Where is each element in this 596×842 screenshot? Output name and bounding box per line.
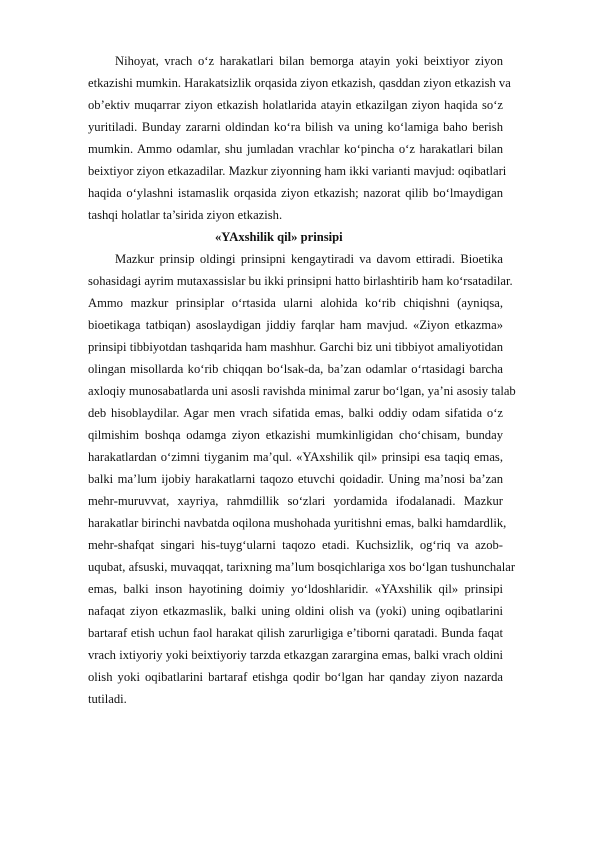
paragraph-2-line: axloqiy munosabatlarda uni asosli ravishda minimal zarur bo‘lgan, ya’ni asosiy talab [88,384,516,398]
paragraph-2-line: nafaqat ziyon etkazmaslik, balki uning oldini olish va (yoki) uning oqibatlarini [88,604,503,618]
paragraph-1-line: beixtiyor ziyon etkazadilar. Mazkur ziyonning ham ikki varianti mavjud: oqibatlari [88,164,507,178]
paragraph-2-line: bartaraf etish uchun faol harakat qilish zarurligiga e’tiborni qaratadi. Bunda faqat [88,626,503,640]
paragraph-2-line: mehr-muruvvat, xayriya, rahmdillik so‘zlari yordamida ifodalanadi. Mazkur [88,494,503,508]
paragraph-2-line: prinsipi tibbiyotdan tashqarida ham mashhur. Garchi biz uni tibbiyot amaliyotidan [88,340,503,354]
paragraph-2-line: harakatlar birinchi navbatda oqilona mushohada yuritishni emas, balki hamdardlik, [88,516,507,530]
paragraph-2-line: mehr-shafqat singari his-tuyg‘ularni taqozo etadi. Kuchsizlik, og‘riq va azob- [88,538,503,552]
paragraph-2-line: vrach ixtiyoriy yoki beixtiyoriy tarzda etkazgan zarargina emas, balki vrach oldini [88,648,503,662]
paragraph-2-line: uqubat, afsuski, muvaqqat, tarixning ma’lum bosqichlariga xos bo‘lgan tushunchalar [88,560,516,574]
paragraph-1-line: tashqi holatlar ta’sirida ziyon etkazish. [88,208,283,222]
paragraph-1-line: ob’ektiv muqarrar ziyon etkazish holatlarida atayin etkazilgan ziyon haqida so‘z [88,98,503,112]
paragraph-2-line: bioetikaga tatbiqan) asoslaydigan jiddiy farqlar ham mavjud. «Ziyon etkazma» [88,318,503,332]
paragraph-1-line: haqida o‘ylashni istamaslik orqasida ziyon etkazish; nazorat qilib bo‘lmaydigan [88,186,503,200]
paragraph-2-line: tutiladi. [88,692,127,706]
paragraph-2-line: emas, balki inson hayotining doimiy yo‘ldoshlaridir. «YAxshilik qil» prinsipi [88,582,503,596]
paragraph-2-line: balki ma’lum ijobiy harakatlarni taqozo etuvchi qoidadir. Uning ma’nosi ba’zan [88,472,503,486]
paragraph-2-line: Ammo mazkur prinsiplar o‘rtasida ularni alohida ko‘rib chiqishni (ayniqsa, [88,296,503,310]
paragraph-2-line: harakatlardan o‘zimni tiyganim ma’qul. «YAxshilik qil» prinsipi esa taqiq emas, [88,450,503,464]
paragraph-1-line: Nihoyat, vrach o‘z harakatlari bilan bemorga atayin yoki beixtiyor ziyon [115,54,503,68]
paragraph-1-line: mumkin. Ammo odamlar, shu jumladan vrachlar ko‘pincha o‘z harakatlari bilan [88,142,503,156]
paragraph-1-line: yuritiladi. Bunday zararni oldindan ko‘ra bilish va uning ko‘lamiga baho berish [88,120,503,134]
paragraph-2-line: olingan misollarda ko‘rib chiqqan bo‘lsak-da, ba’zan odamlar o‘rtasidagi barcha [88,362,503,376]
paragraph-2-line: qilmishim boshqa odamga ziyon etkazishi mumkinligidan cho‘chisam, bunday [88,428,503,442]
paragraph-2-line: Mazkur prinsip oldingi prinsipni kengaytiradi va davom ettiradi. Bioetika [115,252,503,266]
paragraph-2-line: olish yoki oqibatlarini bartaraf etishga qodir bo‘lgan har qanday ziyon nazarda [88,670,503,684]
paragraph-2-line: sohasidagi ayrim mutaxassislar bu ikki prinsipni hatto birlashtirib ham ko‘rsatadilar. [88,274,513,288]
paragraph-1-line: etkazishi mumkin. Harakatsizlik orqasida ziyon etkazish, qasddan ziyon etkazish va [88,76,511,90]
section-heading: «YAxshilik qil» prinsipi [215,230,343,244]
paragraph-2-line: deb hisoblaydilar. Agar men vrach sifatida emas, balki oddiy odam sifatida o‘z [88,406,503,420]
